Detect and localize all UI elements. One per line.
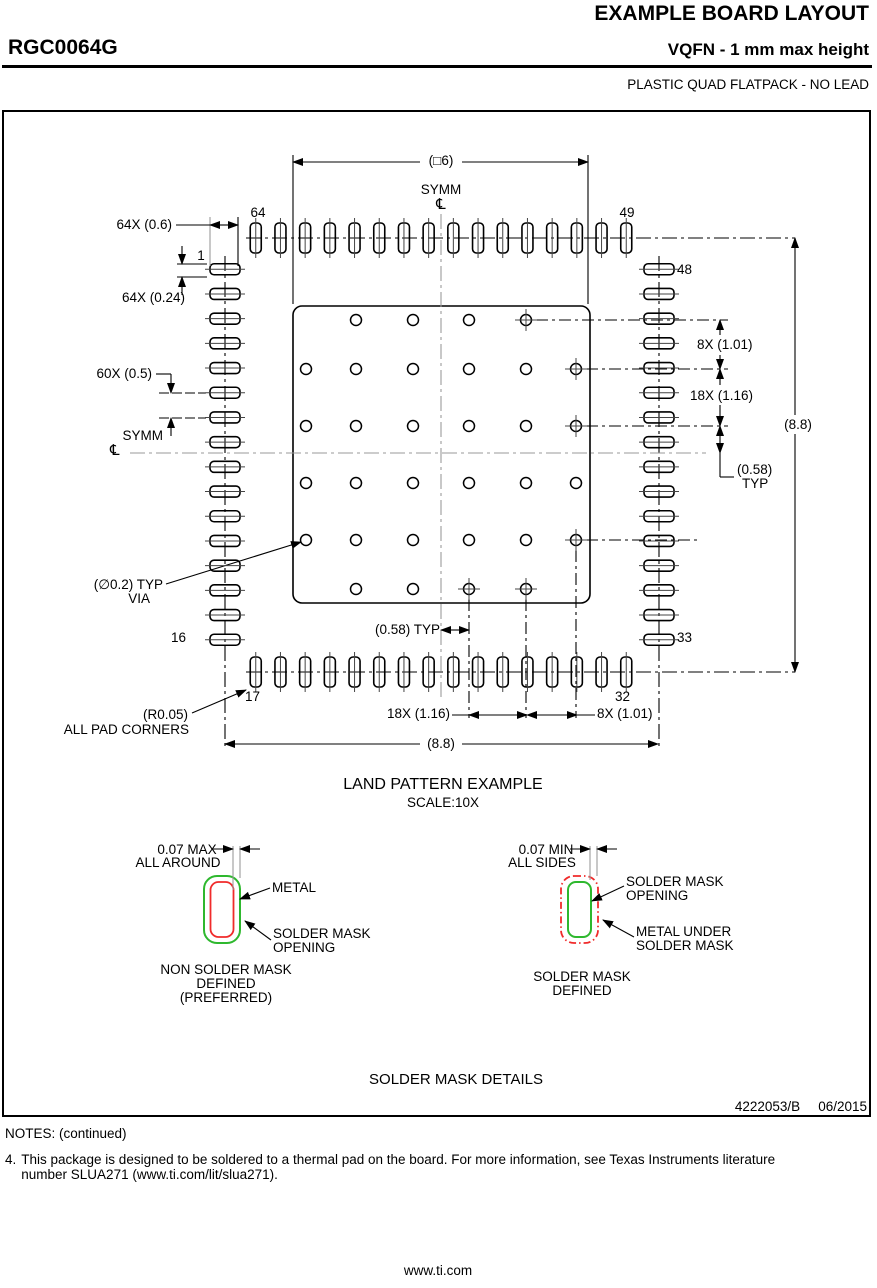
solder-mask-details-title: SOLDER MASK DETAILS: [369, 1071, 543, 1088]
metal-label: METAL: [272, 880, 317, 895]
smd-mask-opening-outline: [568, 882, 591, 937]
note-item-line2: number SLUA271 (www.ti.com/lit/slua271).: [21, 1167, 278, 1182]
pin-16-label: 16: [170, 630, 186, 645]
notes-heading: NOTES: (continued): [5, 1126, 127, 1141]
nsmd-caption-3: (PREFERRED): [179, 990, 273, 1005]
centerline-symbol-left: ℄: [110, 441, 120, 459]
smd-metal-label-2: SOLDER MASK: [636, 938, 734, 953]
centerline-symbol-top: ℄: [436, 195, 446, 213]
part-number: RGC0064G: [8, 36, 118, 59]
dim-pad-width-label: 64X (0.24): [121, 290, 185, 305]
dim-88-bottom-label: (8.8): [424, 737, 458, 751]
nsmd-opening-label-1: SOLDER MASK: [273, 926, 371, 941]
note-item-line1: This package is designed to be soldered to a thermal pad on the board. For more information, see Texas Instruments literature: [21, 1152, 776, 1167]
sheet-title: EXAMPLE BOARD LAYOUT: [594, 2, 869, 25]
smd-caption-2: DEFINED: [552, 983, 612, 998]
nsmd-metal-outline: [211, 882, 234, 937]
smd-opening-label-2: OPENING: [626, 888, 689, 903]
dim-body-size-label: (□6): [426, 154, 457, 168]
land-pattern-scale: SCALE:10X: [406, 795, 480, 810]
pin-1-label: 1: [197, 248, 205, 263]
dim-8x-right-label: 8X (1.01): [694, 338, 756, 352]
land-pattern-title: LAND PATTERN EXAMPLE: [343, 776, 543, 793]
via-label-line1: (∅0.2) TYP: [93, 577, 163, 592]
note-item-number: 4.: [5, 1152, 17, 1167]
dim-88-right-label: (8.8): [781, 418, 815, 432]
dim-058-right-label-1: (0.58): [737, 462, 773, 477]
pin-33-label: 33: [677, 630, 693, 645]
smd-dim-label-2: ALL SIDES: [508, 855, 576, 870]
dim-pitch-label: 60X (0.5): [96, 366, 152, 381]
doc-number-date: 06/2015: [818, 1099, 867, 1114]
smd-opening-label-1: SOLDER MASK: [626, 874, 724, 889]
dim-pad-length-label: 64X (0.6): [116, 217, 172, 232]
nsmd-mask-opening-outline: [204, 876, 240, 943]
package-family: PLASTIC QUAD FLATPACK - NO LEAD: [627, 77, 869, 92]
dim-058-right-label-2: TYP: [742, 476, 769, 491]
pin-49-label: 49: [619, 205, 635, 220]
doc-number-id: 4222053/B: [734, 1099, 801, 1114]
nsmd-opening-label-2: OPENING: [273, 940, 336, 955]
dim-pad-length-lines: [176, 217, 238, 266]
dim-18x-bottom-label: 18X (1.16): [386, 706, 450, 721]
nsmd-caption-2: DEFINED: [196, 976, 256, 991]
note-item-text: [21, 1152, 775, 1182]
via-leader-line: [166, 542, 301, 584]
via-label-line2: VIA: [128, 591, 150, 606]
pin-17-label: 17: [245, 689, 261, 704]
pin-48-label: 48: [677, 262, 693, 277]
nsmd-dim-label-2: ALL AROUND: [135, 855, 221, 870]
dim-058-bottom-label: (0.58) TYP: [374, 622, 440, 637]
dim-body-size: [293, 155, 588, 304]
nsmd-caption-1: NON SOLDER MASK: [160, 962, 292, 977]
doc-number: [735, 1099, 867, 1114]
package-type: VQFN - 1 mm max height: [667, 40, 869, 59]
note-item-4: [5, 1152, 775, 1182]
smd-dim-label-1: 0.07 MIN: [518, 842, 574, 857]
dim-18x-right-label: 18X (1.16): [687, 389, 756, 403]
dim-corner-label-2: ALL PAD CORNERS: [63, 722, 189, 737]
dim-pitch-lines: [156, 374, 206, 436]
smd-metal-label-1: METAL UNDER: [636, 924, 732, 939]
dim-8x-bottom-label: 8X (1.01): [597, 706, 653, 721]
symm-label-left: SYMM: [122, 428, 163, 443]
symm-label-top: SYMM: [420, 182, 462, 197]
smd-caption-1: SOLDER MASK: [533, 969, 631, 984]
pin-32-label: 32: [615, 689, 631, 704]
dim-corner-label-1: (R0.05): [142, 707, 188, 722]
footer-url-link[interactable]: www.ti.com: [403, 1263, 473, 1278]
smd-metal-outline: [561, 876, 598, 943]
nsmd-dim-label-1: 0.07 MAX: [157, 842, 217, 857]
corner-radius-leader: [192, 690, 246, 713]
pin-64-label: 64: [250, 205, 266, 220]
